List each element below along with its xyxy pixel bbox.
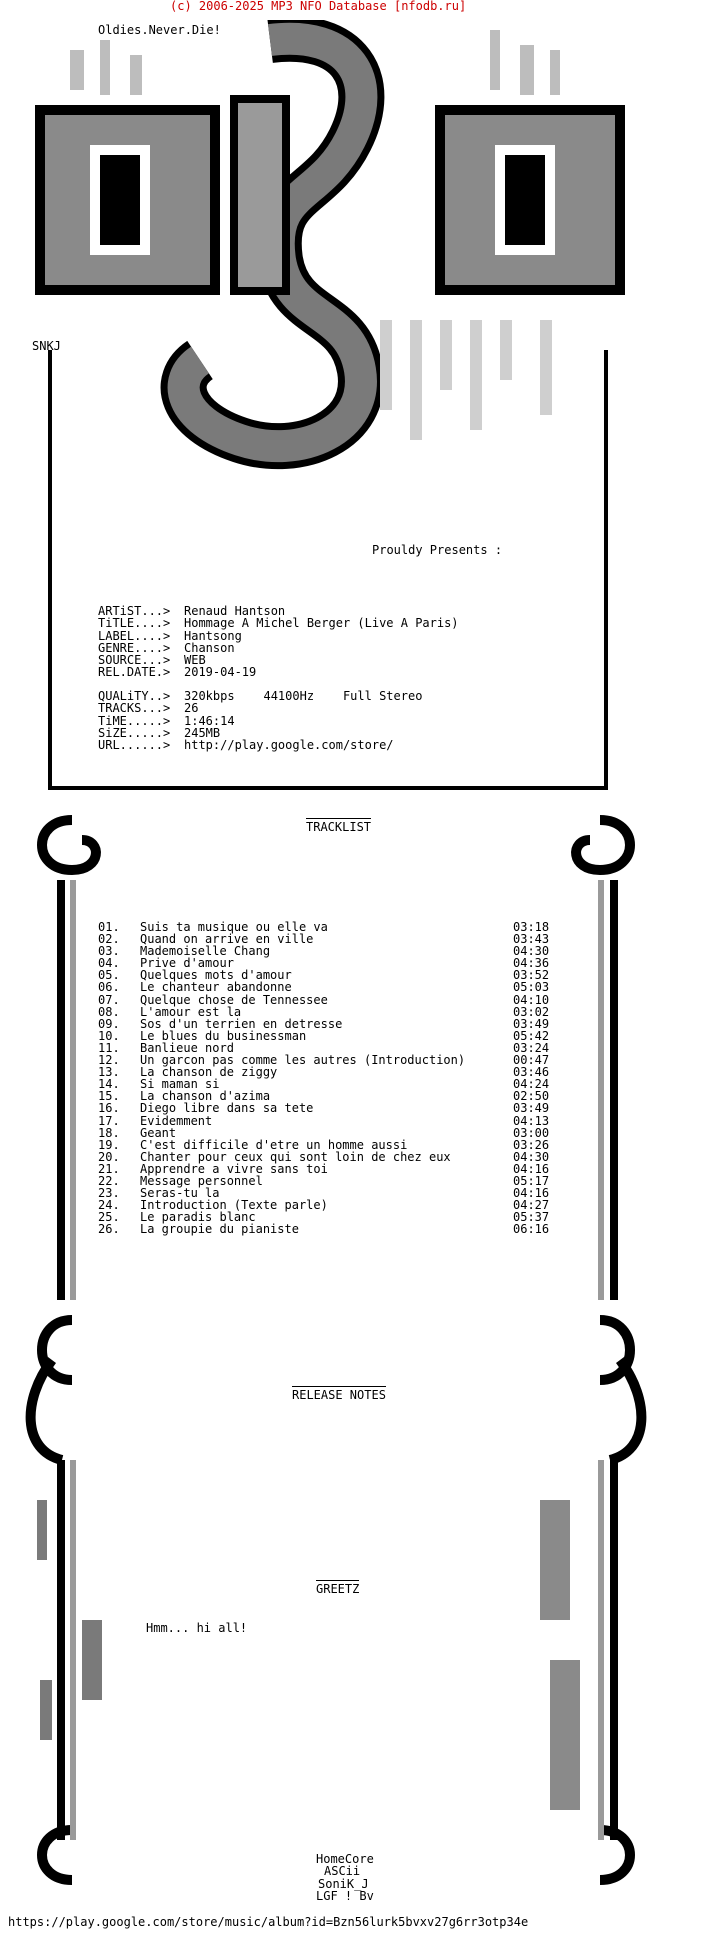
info-label: ARTiST...> [98,604,171,618]
track-number: 16. [98,1101,120,1116]
info-label: LABEL....> [98,628,171,643]
track-title: Quand on arrive en ville [140,932,314,947]
track-row [98,1114,558,1126]
track-number: 02. [98,932,120,947]
track-duration: 05:37 [513,1210,550,1225]
track-title: Quelques mots d'amour [140,968,292,983]
tagline: Oldies.Never.Die! [98,23,221,37]
track-duration: 03:02 [513,1004,550,1019]
track-row [98,1162,558,1174]
track-row [98,932,558,947]
info-label: SiZE.....> [98,725,171,740]
info-label: SOURCE...> [98,653,171,668]
track-title: Le chanteur abandonne [140,980,292,995]
credits [316,1852,374,1901]
track-title: Un garcon pas comme les autres (Introduction) [140,1053,466,1068]
track-number: 07. [98,992,120,1007]
track-row [98,1005,558,1017]
track-title: Apprendre a vivre sans toi [140,1161,328,1176]
track-title: Mademoiselle Chang [140,944,271,959]
track-row [98,1210,558,1225]
track-number: 22. [98,1173,120,1188]
track-duration: 04:13 [513,1113,550,1128]
track-row [98,1041,558,1053]
track-title: Si maman si [140,1077,220,1092]
info-value: 245MB [184,725,221,740]
track-number: 14. [98,1077,120,1092]
track-number: 23. [98,1186,120,1201]
info-block [98,604,459,680]
track-row [98,1222,558,1237]
track-number: 17. [98,1113,120,1128]
info-label: URL......> [98,738,171,753]
track-number: 11. [98,1040,120,1055]
track-title: La groupie du pianiste [140,1222,299,1237]
tracklist [98,920,558,1237]
track-number: 24. [98,1198,120,1213]
track-title: Banlieue nord [140,1040,234,1055]
track-duration: 03:52 [513,968,550,983]
track-number: 09. [98,1016,120,1031]
track-duration: 05:42 [513,1028,550,1043]
info-value: 320kbps 44100Hz Full Stereo [184,689,423,703]
track-row [98,980,558,995]
track-duration: 04:24 [513,1077,550,1092]
logo-art-icon [20,20,640,540]
info-row [98,665,257,680]
info-block-2 [98,689,423,753]
track-duration: 03:49 [513,1101,550,1116]
track-title: Le blues du businessman [140,1028,307,1043]
track-duration: 06:16 [513,1222,550,1237]
release-notes-heading: RELEASE NOTES [292,1388,386,1402]
track-row [98,944,558,959]
track-row [98,1126,558,1138]
info-value: 2019-04-19 [184,665,257,680]
track-title: L'amour est la [140,1004,242,1019]
info-value: http://play.google.com/store/ [184,738,394,753]
track-duration: 04:30 [513,1149,550,1164]
track-row [98,1089,558,1104]
footer-url[interactable]: https://play.google.com/store/music/album?id=Bzn56lurk5bvxv27g6rr3otp34e [8,1915,529,1929]
track-row [98,1077,558,1092]
info-value: 26 [184,701,199,716]
track-row [98,1186,558,1201]
info-value: WEB [184,653,206,668]
info-label: REL.DATE.> [98,665,171,680]
track-title: Message personnel [140,1173,263,1188]
info-value: Chanson [184,640,235,655]
track-number: 05. [98,968,120,983]
track-number: 01. [98,920,120,934]
track-duration: 03:00 [513,1125,550,1140]
track-number: 13. [98,1065,120,1080]
track-number: 10. [98,1028,120,1043]
info-label: GENRE....> [98,640,171,655]
track-title: Prive d'amour [140,956,234,971]
artist-tag: SNKJ [32,339,61,353]
track-number: 18. [98,1125,120,1140]
track-row [98,1198,558,1213]
track-row [98,993,558,1005]
track-duration: 04:30 [513,944,550,959]
track-number: 19. [98,1137,120,1152]
track-title: La chanson de ziggy [140,1065,278,1080]
credit-line: SoniK_J [318,1876,369,1891]
track-duration: 04:27 [513,1198,550,1213]
track-title: Geant [140,1125,177,1140]
track-number: 20. [98,1149,120,1164]
track-title: Suis ta musique ou elle va [140,920,328,934]
track-title: La chanson d'azima [140,1089,271,1104]
info-label: TiTLE....> [98,616,171,631]
track-title: C'est difficile d'etre un homme aussi [140,1137,408,1152]
track-duration: 03:26 [513,1137,550,1152]
track-row [98,968,558,983]
info-row [98,738,394,753]
track-duration: 04:10 [513,992,550,1007]
track-row [98,1138,558,1150]
track-duration: 04:36 [513,956,550,971]
track-duration: 05:03 [513,980,550,995]
track-duration: 03:46 [513,1065,550,1080]
track-row [98,1053,558,1068]
track-duration: 04:16 [513,1161,550,1176]
info-value: Hantsong [184,628,242,643]
track-row [98,1150,558,1162]
credit-line: HomeCore [316,1852,374,1866]
track-number: 03. [98,944,120,959]
track-duration: 03:24 [513,1040,550,1055]
info-value: Hommage A Michel Berger (Live A Paris) [184,616,459,631]
presents-line: Prouldy Presents : [372,543,503,557]
track-row [98,920,558,932]
track-row [98,956,558,971]
track-number: 12. [98,1053,120,1068]
info-label: TiME.....> [98,713,171,728]
copyright-line: (c) 2006-2025 MP3 NFO Database [nfodb.ru] [170,0,467,13]
track-title: Introduction (Texte parle) [140,1198,328,1213]
track-duration: 02:50 [513,1089,550,1104]
track-number: 15. [98,1089,120,1104]
track-duration: 03:43 [513,932,550,947]
greetz-text: Hmm... hi all! [146,1621,248,1635]
track-number: 25. [98,1210,120,1225]
track-title: Chanter pour ceux qui sont loin de chez eux [140,1149,451,1164]
track-duration: 04:16 [513,1186,550,1201]
track-title: Sos d'un terrien en detresse [140,1016,343,1031]
tracklist-heading: TRACKLIST [306,820,372,834]
track-number: 04. [98,956,120,971]
track-number: 21. [98,1161,120,1176]
track-title: Diego libre dans sa tete [140,1101,314,1116]
track-title: Quelque chose de Tennessee [140,992,328,1007]
info-value: Renaud Hantson [184,604,286,618]
credit-line: LGF ! Bv [316,1888,374,1903]
track-number: 26. [98,1222,120,1237]
info-label: TRACKS...> [98,701,171,716]
info-label: QUALiTY..> [98,689,171,703]
track-row [98,1029,558,1041]
track-title: Seras-tu la [140,1186,220,1201]
credit-line: ASCii [324,1864,361,1879]
track-duration: 03:18 [513,920,550,934]
greetz-heading: GREETZ [316,1582,360,1596]
track-row [98,1101,558,1116]
track-row [98,1174,558,1186]
track-row [98,1065,558,1080]
track-row [98,1017,558,1029]
track-title: Evidemment [140,1113,213,1128]
track-duration: 00:47 [513,1053,550,1068]
track-title: Le paradis blanc [140,1210,256,1225]
track-number: 08. [98,1004,120,1019]
track-duration: 03:49 [513,1016,550,1031]
track-duration: 05:17 [513,1173,550,1188]
track-number: 06. [98,980,120,995]
info-value: 1:46:14 [184,713,235,728]
